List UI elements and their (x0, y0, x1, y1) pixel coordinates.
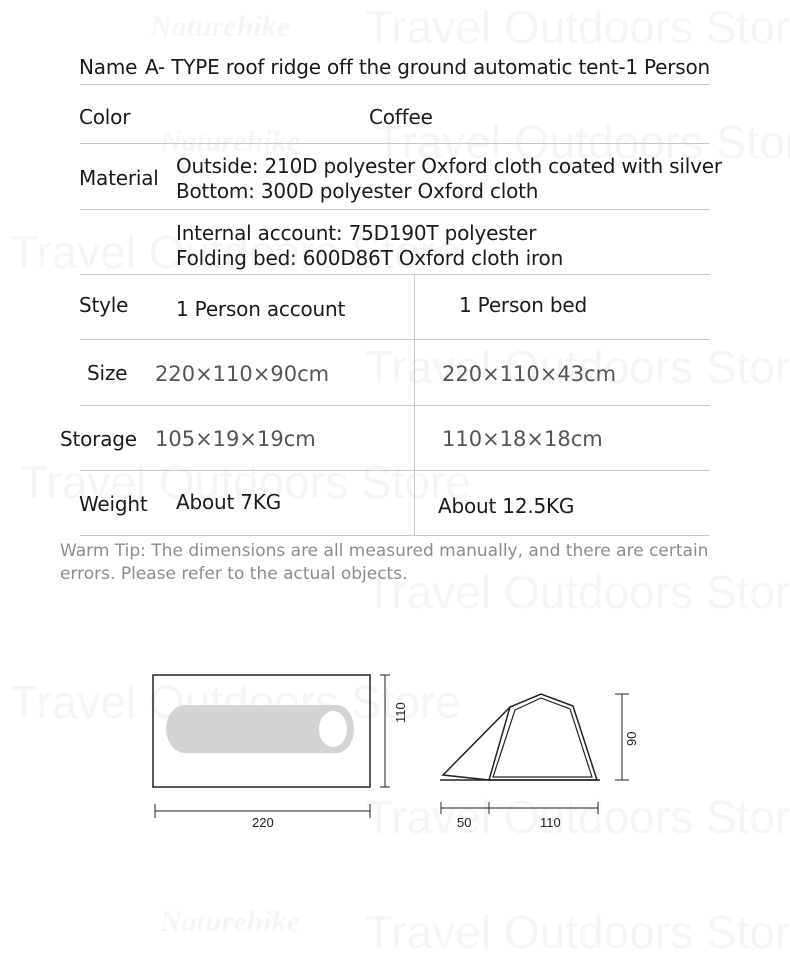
warm-tip: Warm Tip: The dimensions are all measured manually, and there are certain errors. Please refer to the actual objects. (60, 541, 709, 584)
weight-right: About 12.5KG (438, 494, 575, 518)
side-base-label: 110 (540, 815, 561, 830)
name-label: Name (79, 55, 138, 79)
top-length-label: 220 (252, 815, 274, 830)
storage-label: Storage (60, 427, 137, 451)
weight-label: Weight (79, 492, 148, 516)
size-left: 220×110×90cm (155, 362, 330, 386)
material-line: Outside: 210D polyester Oxford cloth coated with silver (176, 154, 722, 178)
side-front-label: 50 (457, 815, 472, 830)
color-label: Color (79, 105, 131, 129)
material-line: Internal account: 75D190T polyester (176, 221, 537, 245)
color-value: Coffee (369, 105, 433, 129)
style-label: Style (79, 293, 129, 317)
storage-left: 105×19×19cm (155, 427, 316, 451)
style-left: 1 Person account (176, 297, 346, 321)
weight-left: About 7KG (176, 490, 282, 514)
material-line: Bottom: 300D polyester Oxford cloth (176, 179, 539, 203)
side-height-label: 90 (624, 731, 639, 746)
name-value: A- TYPE roof ridge off the ground automatic tent-1 Person (145, 55, 711, 79)
tent-side-outline (443, 694, 597, 780)
top-width-label: 110 (393, 702, 408, 723)
size-right: 220×110×43cm (442, 362, 617, 386)
material-label: Material (79, 166, 159, 190)
style-right: 1 Person bed (459, 293, 587, 317)
size-label: Size (87, 361, 128, 385)
material-line: Folding bed: 600D86T Oxford cloth iron (176, 246, 564, 270)
storage-right: 110×18×18cm (442, 427, 603, 451)
